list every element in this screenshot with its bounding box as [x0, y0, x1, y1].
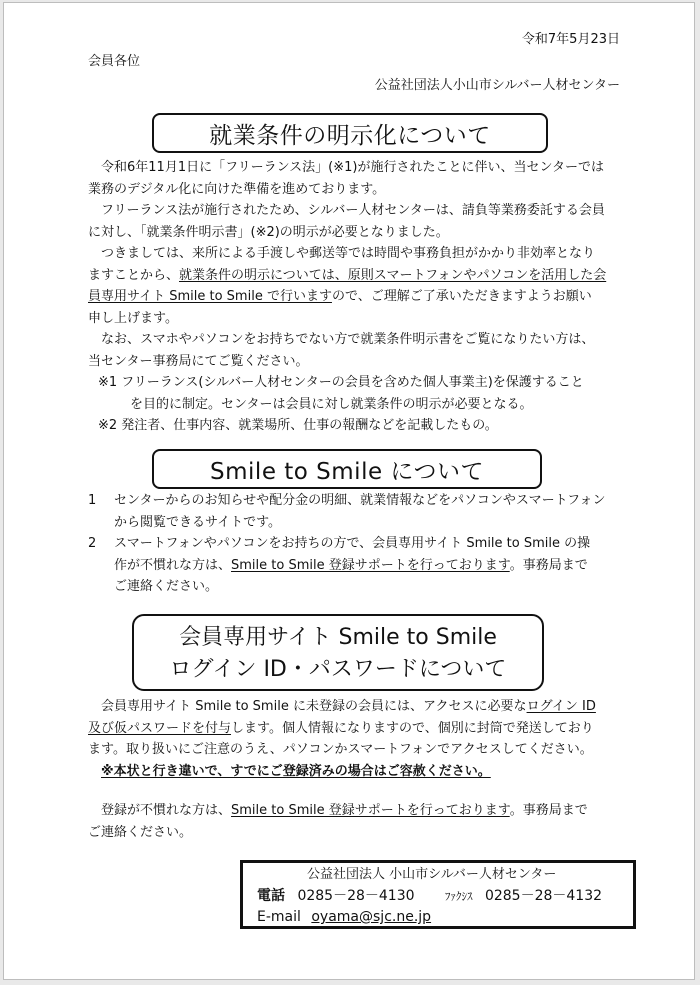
s1-p3-line2-text: ますことから、	[88, 267, 180, 283]
s2-item1-text: センターからのお知らせや配分金の明細、就業情報などをパソコンやスマートフォン	[114, 493, 606, 508]
s3-notice-text: ※本状と行き違いで、すでにご登録済みの場合はご容赦ください。	[101, 763, 491, 779]
s2-item1-line2: から閲覧できるサイトです。	[114, 514, 282, 530]
s2-item2-line2-text: 作が不慣れな方は、	[114, 557, 232, 573]
section1-title-box	[152, 113, 548, 153]
s3-p1-line3: ます。取り扱いにご注意のうえ、パソコンかスマートフォンでアクセスしてください。	[88, 742, 593, 757]
s1-p3-line1: つきましては、来所による手渡しや郵送等では時間や事務負担がかかり非効率となり	[101, 246, 596, 261]
document-page	[3, 2, 695, 980]
s1-note1-line1: ※1 フリーランス(シルバー人材センターの会員を含めた個人事業主)を保護すること	[98, 375, 584, 390]
email-address[interactable]: oyama@sjc.ne.jp	[311, 909, 432, 925]
email-label: E-mail	[257, 909, 301, 925]
s3-p2-line1-text: 登録が不慣れな方は、	[101, 803, 232, 818]
s2-item1-number: 1	[88, 493, 97, 508]
s1-p4-line1: なお、スマホやパソコンをお持ちでない方で就業条件明示書をご覧になりたい方は、	[101, 332, 595, 347]
s3-p2-line1	[88, 800, 588, 822]
s1-p3-line2-underlined: 就業条件の明示については、原則スマートフォンやパソコンを活用した会	[179, 267, 607, 283]
section1-title: 就業条件の明示化について	[209, 122, 491, 149]
s1-p2-line2: に対し、「就業条件明示書」(※2)の明示が必要となりました。	[88, 224, 449, 240]
s1-note1-line2: を目的に制定。センターは会員に対し就業条件の明示が必要となる。	[130, 396, 533, 412]
section3-support	[88, 800, 588, 843]
s3-p1-line2-text: します。個人情報になりますので、個別に封筒で発送しており	[231, 720, 594, 736]
s1-p1-line1: 令和6年11月1日に「フリーランス法」(※1)が施行されたことに伴い、当センターでは	[101, 160, 604, 175]
contact-phone-row	[257, 886, 602, 907]
s1-p4-line2: 当センター事務局にてご覧ください。	[88, 353, 309, 369]
s2-item2-line1	[88, 533, 606, 555]
s2-item2-number: 2	[88, 536, 97, 551]
contact-org: 公益社団法人 小山市シルバー人材センター	[307, 867, 557, 882]
s2-item2-line2-underlined: Smile to Smile 登録サポートを行っております	[231, 557, 510, 573]
s1-p2-line1: フリーランス法が施行されたため、シルバー人材センターは、請負等業務委託する会員	[101, 203, 605, 218]
phone-label: 電話	[257, 888, 285, 904]
s3-p1-line2	[88, 718, 596, 740]
s2-item1-line1	[88, 490, 606, 512]
section2-title-box	[152, 449, 542, 489]
s3-p2-line1-underlined: Smile to Smile 登録サポートを行っております	[231, 803, 510, 818]
s3-p2-line1-end: 。事務局まで	[509, 803, 588, 818]
section1-body	[88, 157, 606, 437]
section3-title-line2: ログイン ID・パスワードについて	[169, 657, 507, 682]
s2-item2-text: スマートフォンやパソコンをお持ちの方で、会員専用サイト Smile to Smile の操	[114, 536, 591, 551]
s1-p3-line3-underlined: 員専用サイト Smile to Smile で行います	[88, 289, 332, 304]
contact-email-row	[257, 907, 431, 927]
section3-title-line1: 会員専用サイト Smile to Smile	[179, 625, 497, 650]
s2-item2-line2-end: 。事務局まで	[509, 557, 588, 573]
s2-item2-line3: ご連絡ください。	[114, 579, 219, 594]
s1-p3-line2	[88, 265, 606, 287]
fax-number: 0285－28－4132	[484, 888, 603, 904]
phone-number: 0285－28－4130	[297, 888, 415, 904]
s3-p1-line2-underlined: 及び仮パスワードを付与	[88, 720, 232, 736]
section3-body	[88, 696, 596, 782]
s1-p3-line4: 申し上げます。	[88, 310, 178, 326]
s3-notice	[88, 761, 596, 783]
s3-p1-line1-text: 会員専用サイト Smile to Smile に未登録の会員には、アクセスに必要な	[101, 699, 527, 714]
fax-label: ﾌｧｸｼｽ	[444, 890, 473, 903]
section2-body	[88, 490, 606, 598]
section2-title: Smile to Smile について	[210, 458, 484, 485]
s3-p1-line1-underlined: ログイン ID	[526, 699, 596, 714]
s1-p3-line3	[88, 286, 606, 308]
s3-p2-line2: ご連絡ください。	[88, 824, 193, 840]
s1-p3-line3-text: ので、ご理解ご了承いただきますようお願い	[331, 289, 592, 304]
s2-item2-line2	[88, 555, 606, 577]
s3-p1-line1	[88, 696, 596, 718]
recipient-line: 会員各位	[88, 54, 141, 69]
issue-date: 令和7年5月23日	[521, 32, 620, 47]
s1-p1-line2: 業務のデジタル化に向けた準備を進めております。	[88, 181, 386, 197]
sender-line: 公益社団法人小山市シルバー人材センター	[374, 78, 620, 93]
s1-note2: ※2 発注者、仕事内容、就業場所、仕事の報酬などを記載したもの。	[98, 418, 498, 433]
section3-title-box	[132, 614, 544, 691]
contact-box	[240, 860, 636, 929]
